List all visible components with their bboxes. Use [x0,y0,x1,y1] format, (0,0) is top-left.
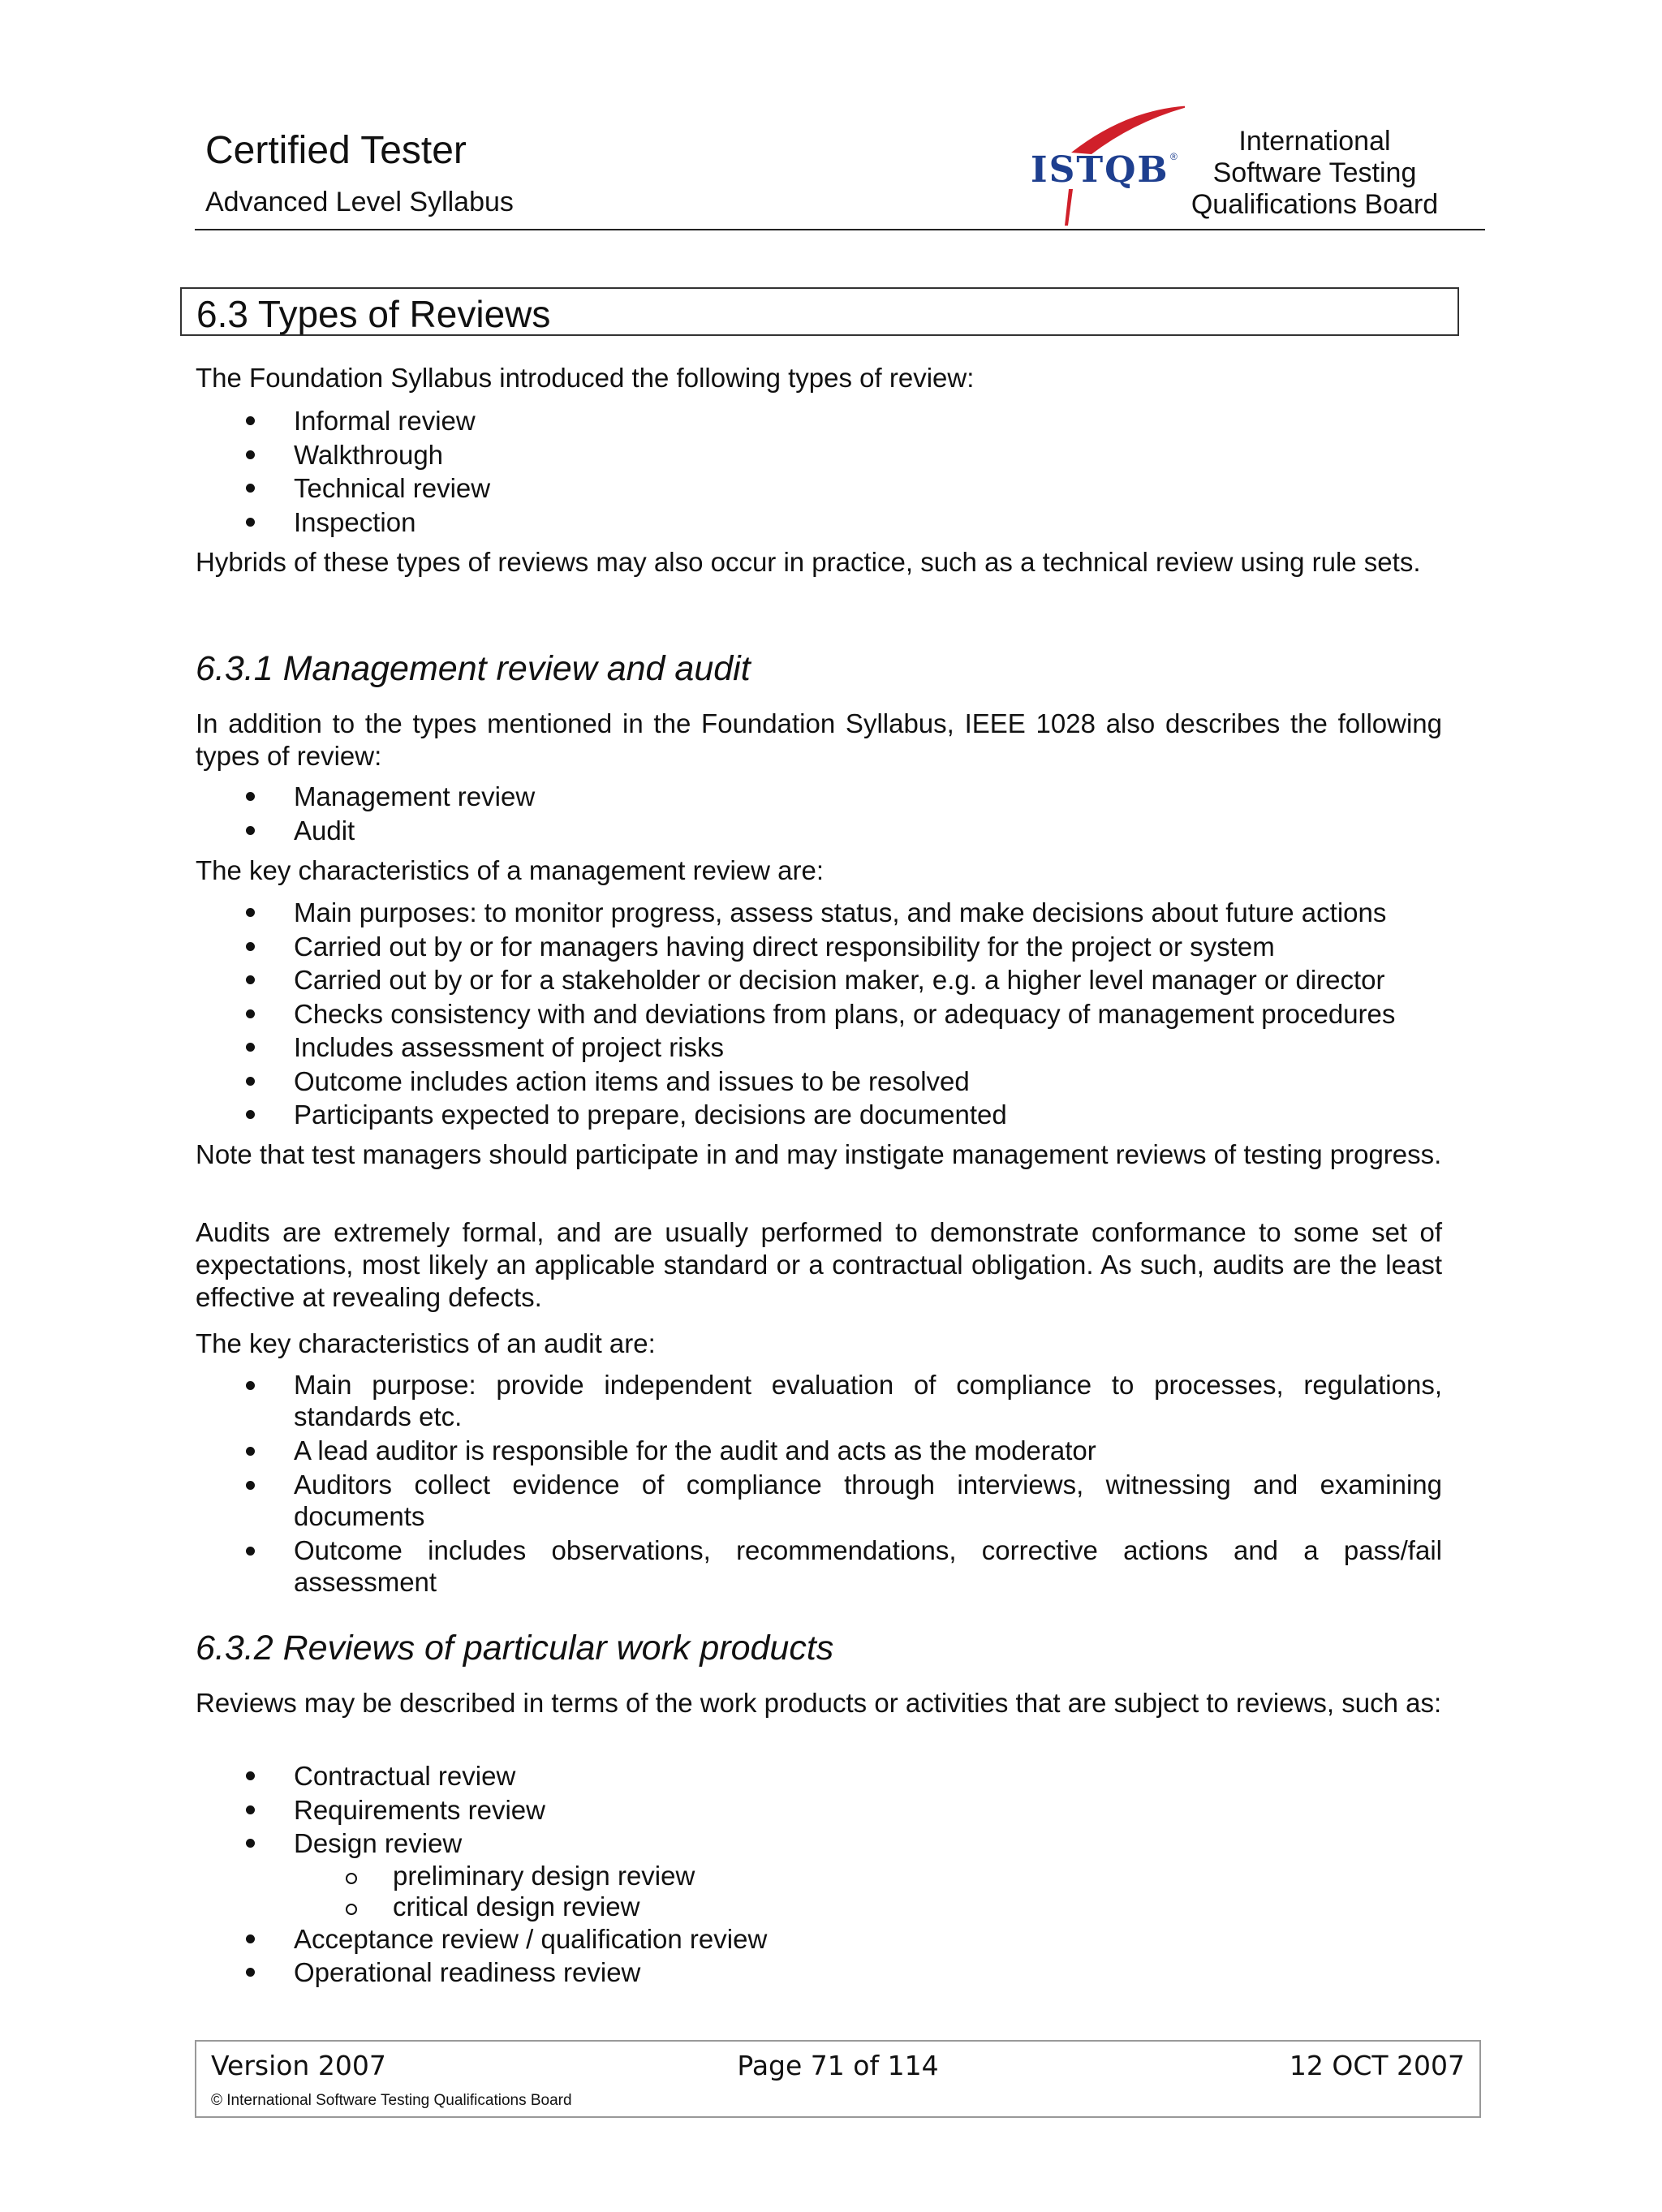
bullet-icon [246,1110,255,1119]
list-item: Outcome includes action items and issues to be resolved [0,1065,1442,1099]
bullet-icon [246,1934,255,1943]
page-footer [195,2040,1481,2118]
list-item: A lead auditor is responsible for the audit and acts as the moderator [0,1435,1442,1466]
bullet-icon [246,1839,255,1848]
bullet-icon [246,908,255,917]
paragraph: The key characteristics of a management review are: [196,855,825,885]
list-item: preliminary design review [0,1861,1442,1891]
bullet-icon [246,1547,255,1556]
header-divider [195,229,1485,230]
sub-bullet-icon [346,1873,357,1884]
list-item: Contractual review [0,1759,1442,1793]
list-item: Auditors collect evidence of compliance through interviews, witnessing and examining documents [0,1469,1442,1532]
istqb-logo [1031,104,1185,230]
bullet-icon [246,1968,255,1977]
list-item: Participants expected to prepare, decisions are documented [0,1098,1442,1132]
bullet-icon [246,1043,255,1052]
bullet-icon [246,942,255,951]
review-types-list [0,404,1662,539]
paragraph: Hybrids of these types of reviews may also occur in practice, such as a technical review using rule sets. [196,547,1421,577]
bullet-icon [246,518,255,527]
footer-date: 12 OCT 2007 [1289,2050,1465,2081]
bullet-icon [246,484,255,493]
list-item: Acceptance review / qualification review [0,1922,1442,1956]
section-heading-box [180,287,1459,336]
paragraph: The Foundation Syllabus introduced the following types of review: [196,363,975,393]
paragraph: Note that test managers should participate in and may instigate management reviews of testing progress. [196,1139,1442,1169]
list-item: Design review [0,1827,1442,1861]
footer-page-number: Page 71 of 114 [737,2050,939,2081]
list-item: Outcome includes observations, recommendations, corrective actions and a pass/fail assessment [0,1534,1442,1598]
org-line: Qualifications Board [1191,189,1439,220]
logo-trademark: ® [1170,151,1178,162]
subsection-heading: 6.3.1 Management review and audit [196,649,751,688]
doc-subtitle: Advanced Level Syllabus [205,187,514,217]
list-item: Technical review [0,471,1442,506]
bullet-icon [246,450,255,459]
list-item: Main purposes: to monitor progress, assess status, and make decisions about future actions [0,896,1442,930]
paragraph: Reviews may be described in terms of the work products or activities that are subject to reviews, such as: [196,1688,1442,1718]
list-item: Checks consistency with and deviations from plans, or adequacy of management procedures [0,997,1442,1031]
list-item: Operational readiness review [0,1956,1442,1990]
list-item: Carried out by or for managers having direct responsibility for the project or system [0,930,1442,964]
list-item: Carried out by or for a stakeholder or decision maker, e.g. a higher level manager or director [0,963,1442,997]
footer-copyright: © International Software Testing Qualifications Board [211,2092,572,2109]
paragraph: In addition to the types mentioned in the Foundation Syllabus, IEEE 1028 also describes the following types of review: [196,708,1442,771]
section-heading: 6.3 Types of Reviews [196,293,551,335]
paragraph: The key characteristics of an audit are: [196,1328,656,1358]
bullet-icon [246,1805,255,1814]
org-line: Software Testing [1212,157,1417,188]
ieee-types-list [0,780,1662,847]
list-item: critical design review [0,1891,1442,1922]
bullet-icon [246,1077,255,1086]
bullet-icon [246,1447,255,1456]
list-item: Informal review [0,404,1442,438]
list-item: Audit [0,814,1442,848]
management-review-list [0,896,1662,1132]
bullet-icon [246,416,255,425]
list-item: Walkthrough [0,438,1442,472]
org-name [1169,126,1461,221]
list-item: Requirements review [0,1793,1442,1827]
list-item: Management review [0,780,1442,814]
bullet-icon [246,1009,255,1018]
org-line: International [1238,126,1391,157]
bullet-icon [246,1481,255,1490]
sub-bullet-icon [346,1904,357,1915]
bullet-icon [246,792,255,801]
audit-list [0,1369,1662,1600]
list-item: Includes assessment of project risks [0,1031,1442,1065]
footer-version: Version 2007 [211,2050,386,2081]
bullet-icon [246,1771,255,1780]
paragraph: Audits are extremely formal, and are usually performed to demonstrate conformance to some set of expectations, most likely an applicable standard or a contractual obligation. As such, audits are the least effective at revealing defects. [196,1217,1442,1312]
bullet-icon [246,1381,255,1390]
bullet-icon [246,975,255,984]
work-products-list [0,1759,1662,1990]
doc-title: Certified Tester [205,129,467,172]
list-item: Main purpose: provide independent evaluation of compliance to processes, regulations, standards etc. [0,1369,1442,1432]
list-item: Inspection [0,506,1442,540]
bullet-icon [246,826,255,835]
subsection-heading: 6.3.2 Reviews of particular work products [196,1629,834,1668]
logo-wordmark: ISTQB [1031,149,1169,191]
